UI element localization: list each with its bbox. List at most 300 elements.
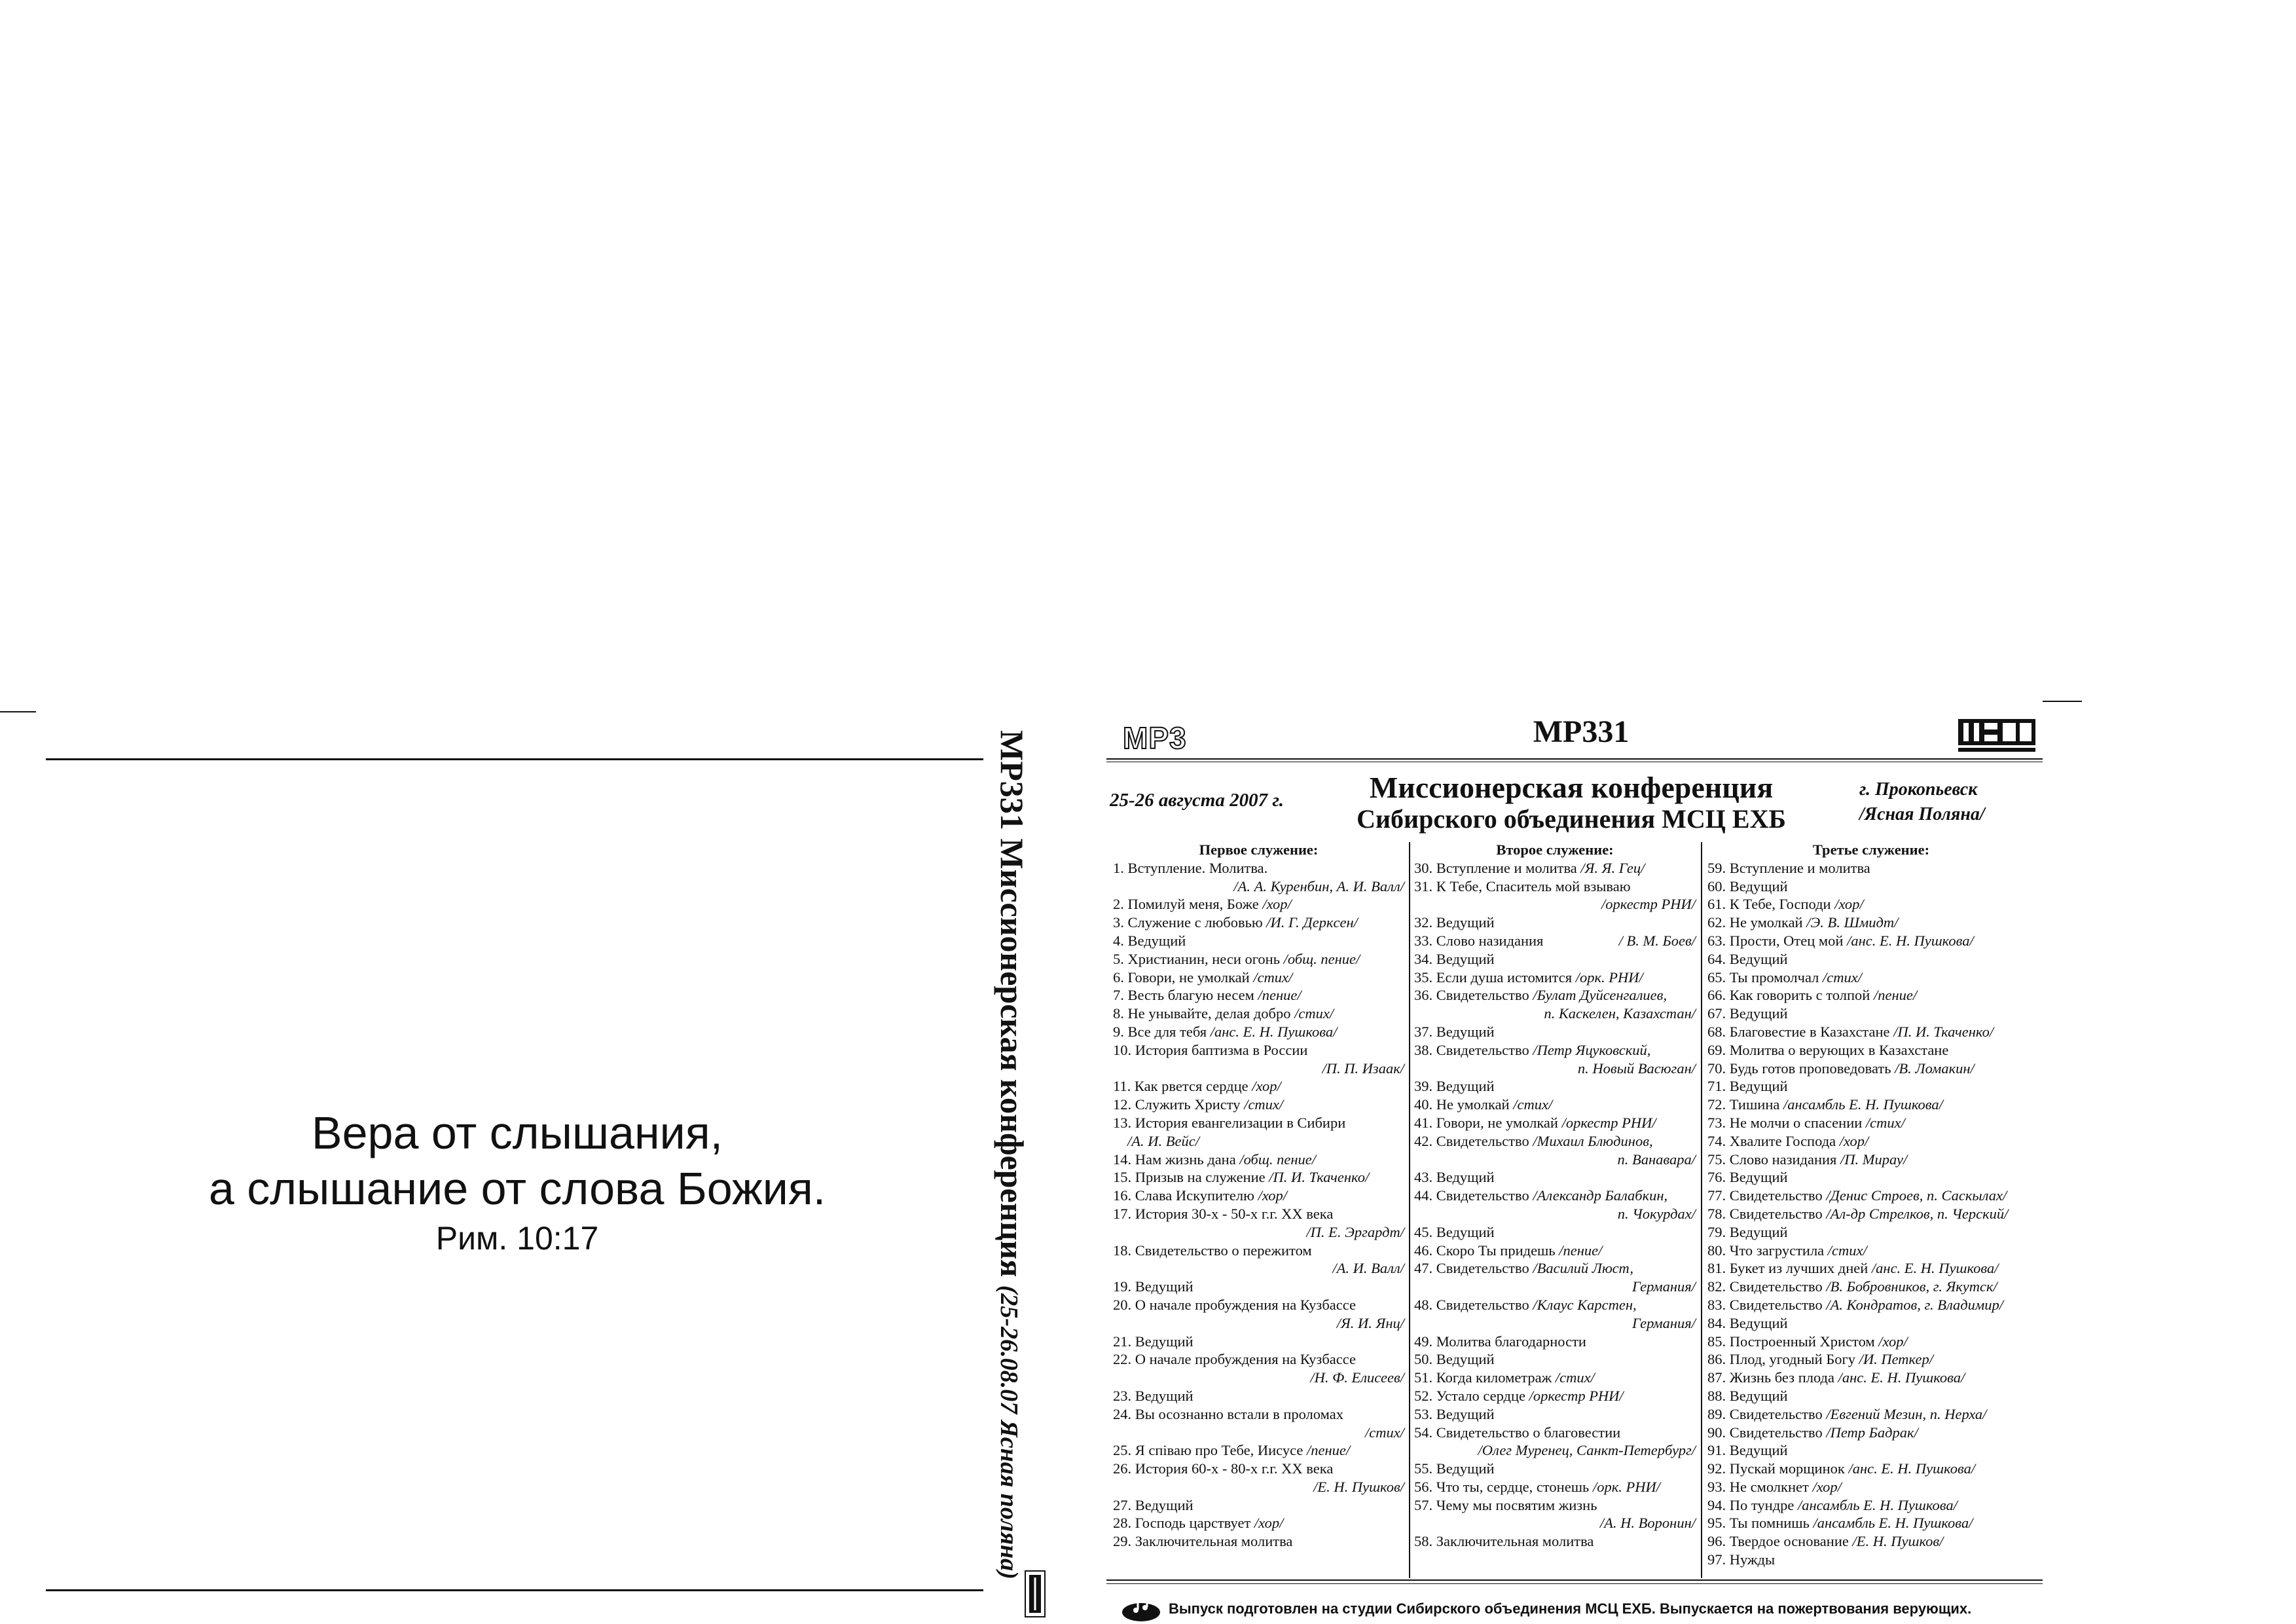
track-line <box>1414 986 1696 1005</box>
track-line <box>1414 1532 1696 1551</box>
track-performer: /анс. Е. Н. Пушкова/ <box>1847 932 1974 949</box>
track-performer: /А. Кондратов, г. Владимир/ <box>1826 1296 2004 1313</box>
track-performer: /стих/ <box>1294 1005 1334 1022</box>
track-line <box>1113 1460 1404 1478</box>
track-line <box>1113 1424 1404 1442</box>
track-line <box>1414 1187 1696 1205</box>
track-line <box>1113 1060 1404 1078</box>
track-title: 94. По тундре <box>1707 1496 1798 1513</box>
track-performer: /общ. пение/ <box>1239 1151 1316 1168</box>
track-title: 78. Свидетельство <box>1707 1205 1827 1222</box>
track-line <box>1707 1187 2035 1205</box>
compact-disc-logo-icon <box>1954 715 2039 756</box>
album-code: MP331 <box>1533 714 1630 749</box>
track-line <box>1707 950 2035 969</box>
track-title: 74. Хвалите Господа <box>1707 1132 1840 1149</box>
track-line <box>1113 1114 1404 1132</box>
track-line <box>1414 1005 1696 1023</box>
track-title: 29. Заключительная молитва <box>1113 1533 1293 1550</box>
track-title: 2. Помилуй меня, Боже <box>1113 896 1263 913</box>
track-performer: /хор/ <box>1812 1478 1842 1495</box>
track-line <box>1113 1496 1404 1515</box>
track-title: 71. Ведущий <box>1707 1078 1788 1095</box>
track-line <box>1414 932 1696 950</box>
track-line <box>1414 1023 1696 1041</box>
event-subtitle: Сибирского объединения МСЦ ЕХБ <box>1357 804 1786 834</box>
track-performer: /стих/ <box>1827 1242 1867 1259</box>
track-line <box>1707 1333 2035 1351</box>
track-line <box>1707 1514 2035 1532</box>
track-title: 22. О начале пробуждения на Кузбассе <box>1113 1351 1356 1368</box>
track-line <box>1707 1223 2035 1242</box>
track-title: 73. Не молчи о спасении <box>1707 1114 1866 1131</box>
track-title: 33. Слово назидания <box>1414 932 1544 949</box>
track-line <box>1707 1314 2035 1333</box>
track-title: 47. Свидетельство <box>1414 1260 1533 1277</box>
track-title: 28. Господь царствует <box>1113 1515 1254 1532</box>
front-bottom-rule <box>46 1589 983 1591</box>
track-line <box>1414 1223 1696 1242</box>
track-title: 8. Не унывайте, делая добро <box>1113 1005 1295 1022</box>
track-line <box>1113 1077 1404 1096</box>
track-performer: /хор/ <box>1878 1333 1908 1350</box>
track-performer: /Е. Н. Пушков/ <box>1313 1478 1404 1495</box>
track-performer: /Ал-др Стрелков, п. Черский/ <box>1826 1205 2009 1222</box>
track-title: 26. История 60-х - 80-х г.г. XX века <box>1113 1460 1334 1477</box>
tracklist-column-2 <box>1414 841 1696 1551</box>
track-title: 15. Призыв на служение <box>1113 1169 1269 1186</box>
track-line <box>1707 1496 2035 1515</box>
track-line <box>1113 950 1404 969</box>
track-performer: /Булат Дуйсенгалиев, <box>1533 987 1667 1004</box>
track-line <box>1707 1151 2035 1169</box>
track-title: 43. Ведущий <box>1414 1169 1495 1186</box>
track-line <box>1113 1314 1404 1333</box>
track-title: 62. Не умолкай <box>1707 914 1807 931</box>
track-title: 68. Благовестие в Казахстане <box>1707 1023 1894 1040</box>
tracklist-column-1 <box>1113 841 1404 1551</box>
track-title: 97. Нужды <box>1707 1551 1776 1568</box>
track-performer: /хор/ <box>1252 1078 1281 1095</box>
track-line <box>1414 1496 1696 1515</box>
track-line <box>1113 1151 1404 1169</box>
track-title: 89. Свидетельство <box>1707 1405 1827 1422</box>
track-performer: /анс. Е. Н. Пушкова/ <box>1838 1369 1965 1386</box>
track-line <box>1414 1350 1696 1369</box>
track-title: 75. Слово назидания <box>1707 1151 1841 1168</box>
track-line <box>1707 1424 2035 1442</box>
track-performer: /хор/ <box>1254 1515 1284 1532</box>
track-title: 42. Свидетельство <box>1414 1132 1533 1149</box>
track-title: 10. История баптизма в России <box>1113 1041 1308 1058</box>
track-line <box>1414 950 1696 969</box>
track-title: 81. Букет из лучших дней <box>1707 1260 1872 1277</box>
verse-line-1: Вера от слышания, <box>311 1107 723 1158</box>
track-title: 96. Твердое основание <box>1707 1533 1853 1550</box>
track-line <box>1113 1369 1404 1387</box>
track-performer: /Н. Ф. Елисеев/ <box>1310 1369 1404 1386</box>
track-line <box>1707 986 2035 1005</box>
track-title: 31. К Тебе, Спаситель мой взываю <box>1414 877 1631 895</box>
track-line <box>1113 1259 1404 1278</box>
track-performer: /Я. И. Янц/ <box>1336 1314 1404 1331</box>
track-performer: Германия/ <box>1632 1314 1696 1331</box>
track-title: 18. Свидетельство о пережитом <box>1113 1242 1312 1259</box>
track-title: 82. Свидетельство <box>1707 1278 1827 1295</box>
track-title: 27. Ведущий <box>1113 1496 1194 1513</box>
track-performer: /стих/ <box>1365 1424 1404 1441</box>
track-line <box>1414 1205 1696 1223</box>
track-line <box>1113 1387 1404 1405</box>
column-divider <box>1409 842 1410 1578</box>
track-line <box>1707 1551 2035 1569</box>
track-line <box>1113 932 1404 950</box>
event-place: /Ясная Поляна/ <box>1859 804 1985 824</box>
footer-note: Выпуск подготовлен на студии Сибирского объединения МСЦ ЕХБ. Выпускается на пожертвования верующих. <box>1169 1600 1972 1617</box>
track-title: 39. Ведущий <box>1414 1078 1495 1095</box>
track-performer: /И. Г. Деркcен/ <box>1266 914 1358 931</box>
track-performer: /Я. Я. Гец/ <box>1580 859 1645 876</box>
track-title: 24. Вы осознанно встали в проломах <box>1113 1405 1343 1422</box>
track-performer: /Клаус Карстен, <box>1533 1296 1637 1313</box>
track-line <box>1414 1278 1696 1296</box>
track-line <box>1113 1205 1404 1223</box>
track-performer: /Денис Строев, п. Саскылах/ <box>1826 1187 2007 1204</box>
track-line <box>1707 1532 2035 1551</box>
track-line <box>1707 1278 2035 1296</box>
track-title: 3. Служение с любовью <box>1113 914 1267 931</box>
track-performer: /оркестр РНИ/ <box>1529 1387 1624 1404</box>
verse-reference: Рим. 10:17 <box>435 1220 599 1257</box>
track-line <box>1414 1041 1696 1060</box>
track-line <box>1414 1478 1696 1496</box>
track-line <box>1113 1096 1404 1114</box>
track-line <box>1414 1424 1696 1442</box>
track-title: 57. Чему мы посвятим жизнь <box>1414 1496 1597 1513</box>
track-line <box>1414 877 1696 896</box>
track-line <box>1414 1314 1696 1333</box>
track-title: 84. Ведущий <box>1707 1314 1788 1331</box>
track-line <box>1707 1478 2035 1496</box>
track-line <box>1414 1096 1696 1114</box>
track-title: 1. Вступление. Молитва. <box>1113 859 1268 876</box>
track-title: 95. Ты помнишь <box>1707 1515 1813 1532</box>
track-title: 72. Тишина <box>1707 1096 1783 1113</box>
verse-line-2: а слышание от слова Божия. <box>208 1163 826 1214</box>
track-line <box>1707 1387 2035 1405</box>
service-heading: Третье служение: <box>1812 841 1930 858</box>
track-performer: /П. И. Ткаченко/ <box>1269 1169 1370 1186</box>
track-line <box>1113 1041 1404 1060</box>
track-title: 11. Как рвется сердце <box>1113 1078 1252 1095</box>
track-performer: /В. Ломакин/ <box>1895 1060 1975 1077</box>
track-line <box>1414 859 1696 877</box>
track-title: 12. Служить Христу <box>1113 1096 1245 1113</box>
track-title: 60. Ведущий <box>1707 877 1788 895</box>
track-title: 67. Ведущий <box>1707 1005 1788 1022</box>
track-performer: /стих/ <box>1823 969 1862 986</box>
track-line <box>1414 1151 1696 1169</box>
track-line <box>1113 1005 1404 1023</box>
compact-disc-logo-icon <box>1020 1568 1053 1621</box>
track-line <box>1707 877 2035 896</box>
track-title: 54. Свидетельство о благовестии <box>1414 1424 1621 1441</box>
footer-rule-2 <box>1106 1583 2043 1584</box>
track-performer: /стих/ <box>1513 1096 1553 1113</box>
track-line <box>1707 1005 2035 1023</box>
track-title: 50. Ведущий <box>1414 1351 1495 1368</box>
track-performer: /И. Петкер/ <box>1859 1351 1933 1368</box>
corner-mark-left <box>0 711 36 712</box>
track-title: 83. Свидетельство <box>1707 1296 1827 1313</box>
track-title: 36. Свидетельство <box>1414 987 1533 1004</box>
track-line <box>1707 1259 2035 1278</box>
track-title: 51. Когда километраж <box>1414 1369 1556 1386</box>
track-performer: /оркестр РНИ/ <box>1561 1114 1656 1131</box>
track-line <box>1113 1405 1404 1424</box>
track-performer: /стих/ <box>1555 1369 1595 1386</box>
track-title: 48. Свидетельство <box>1414 1296 1533 1313</box>
track-line <box>1414 969 1696 987</box>
track-performer: /П. Мирау/ <box>1840 1151 1908 1168</box>
track-title: 19. Ведущий <box>1113 1278 1194 1295</box>
track-title: 9. Все для тебя <box>1113 1023 1211 1040</box>
track-title: 30. Вступление и молитва <box>1414 859 1581 876</box>
track-line <box>1113 1168 1404 1187</box>
track-performer: /стих/ <box>1253 969 1293 986</box>
track-line <box>1113 1187 1404 1205</box>
track-title: 49. Молитва благодарности <box>1414 1333 1586 1350</box>
track-performer: /стих/ <box>1865 1114 1905 1131</box>
track-performer: /ансамбль Е. Н. Пушкова/ <box>1783 1096 1943 1113</box>
track-line <box>1707 895 2035 913</box>
track-title: 34. Ведущий <box>1414 950 1495 967</box>
track-performer: /пение/ <box>1306 1442 1351 1459</box>
footer-rule <box>1106 1579 2043 1581</box>
track-performer: /А. Н. Воронин/ <box>1599 1515 1696 1532</box>
track-performer: /П. И. Ткаченко/ <box>1893 1023 1994 1040</box>
track-performer: /пение/ <box>1873 987 1918 1004</box>
track-line <box>1707 1242 2035 1260</box>
track-line <box>1707 1077 2035 1096</box>
track-title: 63. Прости, Отец мой <box>1707 932 1848 949</box>
track-performer: п. Чокурдах/ <box>1617 1205 1696 1222</box>
track-performer: /хор/ <box>1262 896 1292 913</box>
track-performer: /Э. В. Шмидт/ <box>1806 914 1899 931</box>
track-performer: /пение/ <box>1559 1242 1603 1259</box>
track-line <box>1113 1350 1404 1369</box>
track-line <box>1414 1259 1696 1278</box>
track-title: 6. Говори, не умолкай <box>1113 969 1254 986</box>
track-performer: /оркестр РНИ/ <box>1601 896 1696 913</box>
track-performer: /хор/ <box>1839 1132 1869 1149</box>
track-line <box>1707 1060 2035 1078</box>
track-line <box>1707 932 2035 950</box>
track-title: 41. Говори, не умолкай <box>1414 1114 1562 1131</box>
tracklist-column-3 <box>1707 841 2035 1569</box>
track-line <box>1113 1223 1404 1242</box>
track-performer: /анс. Е. Н. Пушкова/ <box>1848 1460 1976 1477</box>
track-line <box>1113 913 1404 932</box>
track-title: 59. Вступление и молитва <box>1707 859 1870 876</box>
track-title: 5. Христианин, неси огонь <box>1113 950 1284 967</box>
track-title: 32. Ведущий <box>1414 914 1495 931</box>
track-title: 40. Не умолкай <box>1414 1096 1514 1113</box>
track-performer: /А. И. Вейс/ <box>1127 1132 1199 1149</box>
header-rule-top <box>1106 758 2043 760</box>
track-line <box>1113 1478 1404 1496</box>
track-line <box>1707 1041 2035 1060</box>
track-performer: / В. М. Боев/ <box>1618 932 1696 949</box>
track-line <box>1707 1405 2035 1424</box>
track-title: 80. Что загрустила <box>1707 1242 1828 1259</box>
track-line <box>1707 1205 2035 1223</box>
track-performer: /хор/ <box>1834 896 1864 913</box>
track-line <box>1113 986 1404 1005</box>
track-performer: /Евгений Мезин, п. Нерха/ <box>1826 1405 1987 1422</box>
track-line <box>1707 1132 2035 1151</box>
track-title: 77. Свидетельство <box>1707 1187 1827 1204</box>
track-line <box>1414 1077 1696 1096</box>
track-title: 37. Ведущий <box>1414 1023 1495 1040</box>
track-line <box>1707 1460 2035 1478</box>
track-title: 17. История 30-х - 50-х г.г. XX века <box>1113 1205 1334 1222</box>
track-performer: п. Каскелен, Казахстан/ <box>1544 1005 1696 1022</box>
track-line <box>1414 1060 1696 1078</box>
track-title: 52. Устало сердце <box>1414 1387 1529 1404</box>
track-title: 45. Ведущий <box>1414 1223 1495 1240</box>
track-title: 35. Если душа истомится <box>1414 969 1576 986</box>
track-title: 66. Как говорить с толпой <box>1707 987 1874 1004</box>
track-line <box>1414 1460 1696 1478</box>
track-title: 53. Ведущий <box>1414 1405 1495 1422</box>
track-title: 92. Пускай морщинок <box>1707 1460 1849 1477</box>
track-performer: /Александр Балабкин, <box>1533 1187 1668 1204</box>
spine-title <box>993 730 1031 1579</box>
column-divider <box>1701 842 1702 1578</box>
track-line <box>1113 1242 1404 1260</box>
track-line <box>1414 1296 1696 1314</box>
spine-subtitle: (25-26.08.07 Ясная поляна) <box>995 1285 1023 1579</box>
track-title: 90. Свидетельство <box>1707 1424 1827 1441</box>
track-performer: /Василий Люст, <box>1533 1260 1633 1277</box>
service-heading: Первое служение: <box>1199 841 1319 858</box>
track-title: 25. Я співаю про Тебе, Иисусе <box>1113 1442 1307 1459</box>
track-line <box>1414 1242 1696 1260</box>
event-city: г. Прокопьевск <box>1859 779 1978 800</box>
music-note-icon <box>1121 1595 1161 1623</box>
track-performer: /П. Е. Эргардт/ <box>1306 1223 1404 1240</box>
track-title: 69. Молитва о верующих в Казахстане <box>1707 1041 1949 1058</box>
track-line <box>1113 1532 1404 1551</box>
track-line <box>1707 859 2035 877</box>
track-line <box>1707 1350 2035 1369</box>
track-title: 85. Построенный Христом <box>1707 1333 1879 1350</box>
track-performer: /В. Бобровников, г. Якутск/ <box>1826 1278 1997 1295</box>
track-line <box>1414 913 1696 932</box>
track-title: 20. О начале пробуждения на Кузбассе <box>1113 1296 1356 1313</box>
track-performer: /хор/ <box>1258 1187 1288 1204</box>
track-line <box>1707 1369 2035 1387</box>
track-title: 46. Скоро Ты придешь <box>1414 1242 1559 1259</box>
track-title: 61. К Тебе, Господи <box>1707 896 1835 913</box>
track-performer: /ансамбль Е. Н. Пушкова/ <box>1813 1515 1973 1532</box>
track-line <box>1707 1096 2035 1114</box>
track-performer: /общ. пение/ <box>1283 950 1360 967</box>
track-line <box>1113 1023 1404 1041</box>
track-line <box>1113 1278 1404 1296</box>
track-title: 21. Ведущий <box>1113 1333 1194 1350</box>
track-line <box>1414 1132 1696 1151</box>
track-title: 56. Что ты, сердце, стонешь <box>1414 1478 1593 1495</box>
track-title: 13. История евангелизации в Сибири <box>1113 1114 1346 1131</box>
track-line <box>1414 1369 1696 1387</box>
track-performer: /Петр Бадрак/ <box>1826 1424 1918 1441</box>
track-performer: п. Новый Васюган/ <box>1577 1060 1696 1077</box>
track-line <box>1414 1387 1696 1405</box>
track-line <box>1414 1114 1696 1132</box>
track-line <box>1414 1333 1696 1351</box>
track-title: 79. Ведущий <box>1707 1223 1788 1240</box>
track-line <box>1707 1296 2035 1314</box>
track-line <box>1414 1514 1696 1532</box>
track-performer: /А. И. Валл/ <box>1332 1260 1404 1277</box>
track-line <box>1414 1405 1696 1424</box>
track-title: 86. Плод, угодный Богу <box>1707 1351 1859 1368</box>
track-line <box>1707 1114 2035 1132</box>
track-line <box>1707 1023 2035 1041</box>
track-line <box>1113 859 1404 877</box>
track-line <box>1113 1296 1404 1314</box>
event-date: 25-26 августа 2007 г. <box>1110 790 1284 811</box>
track-performer: /стих/ <box>1244 1096 1284 1113</box>
track-title: 7. Весть благую несем <box>1113 987 1258 1004</box>
event-title: Миссионерская конференция <box>1369 771 1774 804</box>
track-performer: /орк. РНИ/ <box>1575 969 1643 986</box>
track-performer: /пение/ <box>1258 987 1302 1004</box>
track-title: 87. Жизнь без плода <box>1707 1369 1838 1386</box>
track-title: 70. Будь готов проповедовать <box>1707 1060 1895 1077</box>
track-title: 44. Свидетельство <box>1414 1187 1533 1204</box>
track-performer: /П. П. Изаак/ <box>1322 1060 1404 1077</box>
track-line <box>1707 913 2035 932</box>
track-line <box>1113 1333 1404 1351</box>
track-title: 88. Ведущий <box>1707 1387 1788 1404</box>
track-line <box>1707 1168 2035 1187</box>
track-line <box>1113 877 1404 896</box>
track-title: 14. Нам жизнь дана <box>1113 1151 1240 1168</box>
track-title: 23. Ведущий <box>1113 1387 1194 1404</box>
track-performer: п. Ванавара/ <box>1617 1151 1696 1168</box>
track-performer: /ансамбль Е. Н. Пушкова/ <box>1798 1496 1958 1513</box>
track-title: 93. Не смолкнет <box>1707 1478 1813 1495</box>
track-performer: /Михаил Блюдинов, <box>1533 1132 1653 1149</box>
track-performer: /анс. Е. Н. Пушкова/ <box>1210 1023 1338 1040</box>
track-line <box>1707 1441 2035 1460</box>
track-title: 91. Ведущий <box>1707 1442 1788 1459</box>
track-title: 76. Ведущий <box>1707 1169 1788 1186</box>
track-performer: /орк. РНИ/ <box>1592 1478 1660 1495</box>
mp3-logo: MP3 <box>1123 721 1187 755</box>
track-line <box>1113 1441 1404 1460</box>
track-title: 55. Ведущий <box>1414 1460 1495 1477</box>
track-performer: /Петр Яцуковский, <box>1533 1041 1651 1058</box>
track-line <box>1113 895 1404 913</box>
track-title: 16. Слава Искупителю <box>1113 1187 1258 1204</box>
track-performer: /А. А. Куренбин, А. И. Валл/ <box>1233 877 1404 895</box>
spine-title-main: MP331 Миссионерская конференция <box>994 730 1030 1278</box>
track-performer: Германия/ <box>1632 1278 1696 1295</box>
